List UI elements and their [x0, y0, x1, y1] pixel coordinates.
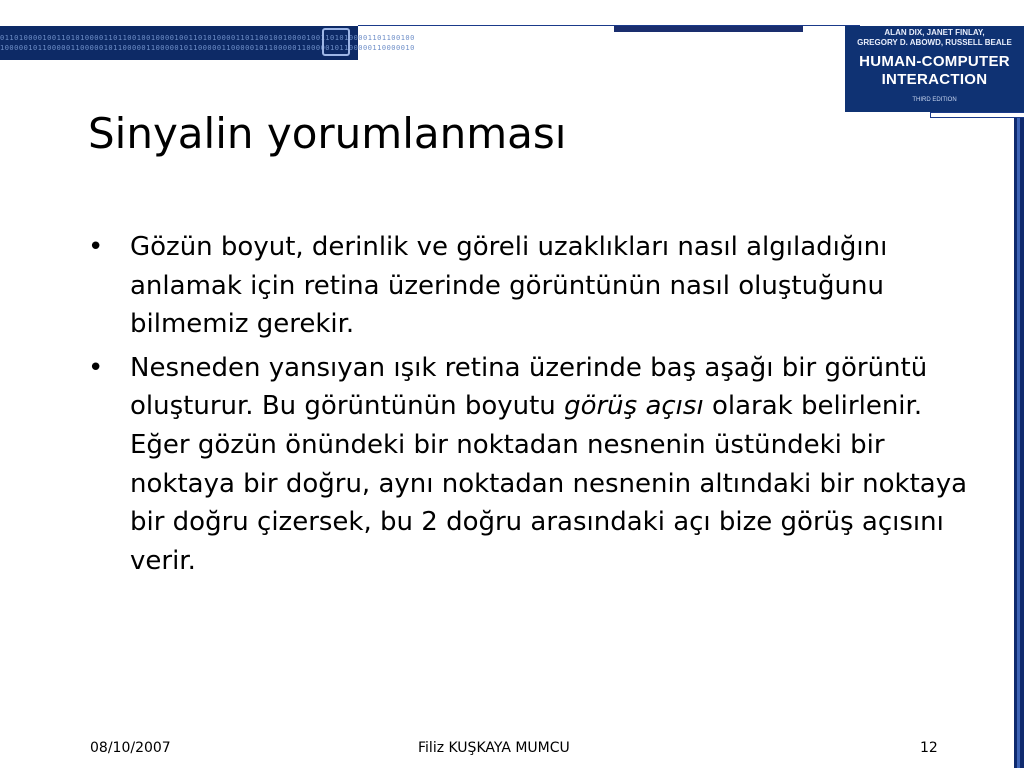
slide-title: Sinyalin yorumlanması — [88, 109, 567, 158]
right-edge-stripe — [1014, 118, 1024, 768]
binary-header-banner — [0, 26, 415, 60]
bullet-item — [88, 349, 968, 581]
book-cover-logo — [845, 26, 1024, 112]
bullet-text — [130, 353, 967, 576]
right-edge-stripe-inner — [1017, 118, 1020, 768]
page-number: 12 — [920, 740, 938, 756]
footer-date: 08/10/2007 — [90, 740, 171, 756]
book-title-line: INTERACTION — [881, 71, 988, 88]
bullet-icon: • — [88, 232, 104, 262]
binary-pattern-row: 1000001011000001100000101100000110000010110000011000001011000001100000101100000110000010 — [0, 44, 415, 52]
bullet-list — [88, 228, 968, 585]
book-authors — [845, 28, 1024, 48]
book-edition: THIRD EDITION — [912, 97, 957, 103]
cover-frame-line — [930, 112, 1024, 118]
bullet-item — [88, 228, 968, 344]
bullet-text: Gözün boyut, derinlik ve göreli uzaklıkları nasıl algıladığını anlamak için retina üzerinde görüntünün nasıl oluştuğunu bilmemiz gerekir. — [130, 232, 888, 340]
header-accent-bar — [614, 26, 803, 32]
bullet-icon: • — [88, 352, 104, 383]
emphasized-term: görüş açısı — [564, 391, 704, 422]
book-title — [845, 53, 1024, 89]
book-authors-line: GREGORY D. ABOWD, RUSSELL BEALE — [857, 38, 1012, 47]
bullet-text-part: Nesneden yansıyan ışık retina üzerinde baş aşağı bir görüntü oluşturur. Bu görüntünün boyutu — [130, 352, 928, 422]
binary-pattern-row: 0110100001001101010000110110010010000100110101000011011001001000010011010100001101100100 — [0, 34, 415, 42]
bullet-text-part: olarak belirlenir. Eğer gözün önündeki bir noktadan nesnenin üstündeki bir noktaya bir doğru, aynı noktadan nesnenin altındaki bir noktaya bir doğru çizersek, bu 2 doğru arasındaki açı bize görüş açısını verir. — [130, 391, 968, 576]
book-title-line: HUMAN-COMPUTER — [859, 53, 1010, 70]
chip-icon — [322, 28, 350, 56]
footer-author: Filiz KUŞKAYA MUMCU — [418, 740, 570, 756]
book-authors-line: ALAN DIX, JANET FINLAY, — [884, 28, 985, 37]
